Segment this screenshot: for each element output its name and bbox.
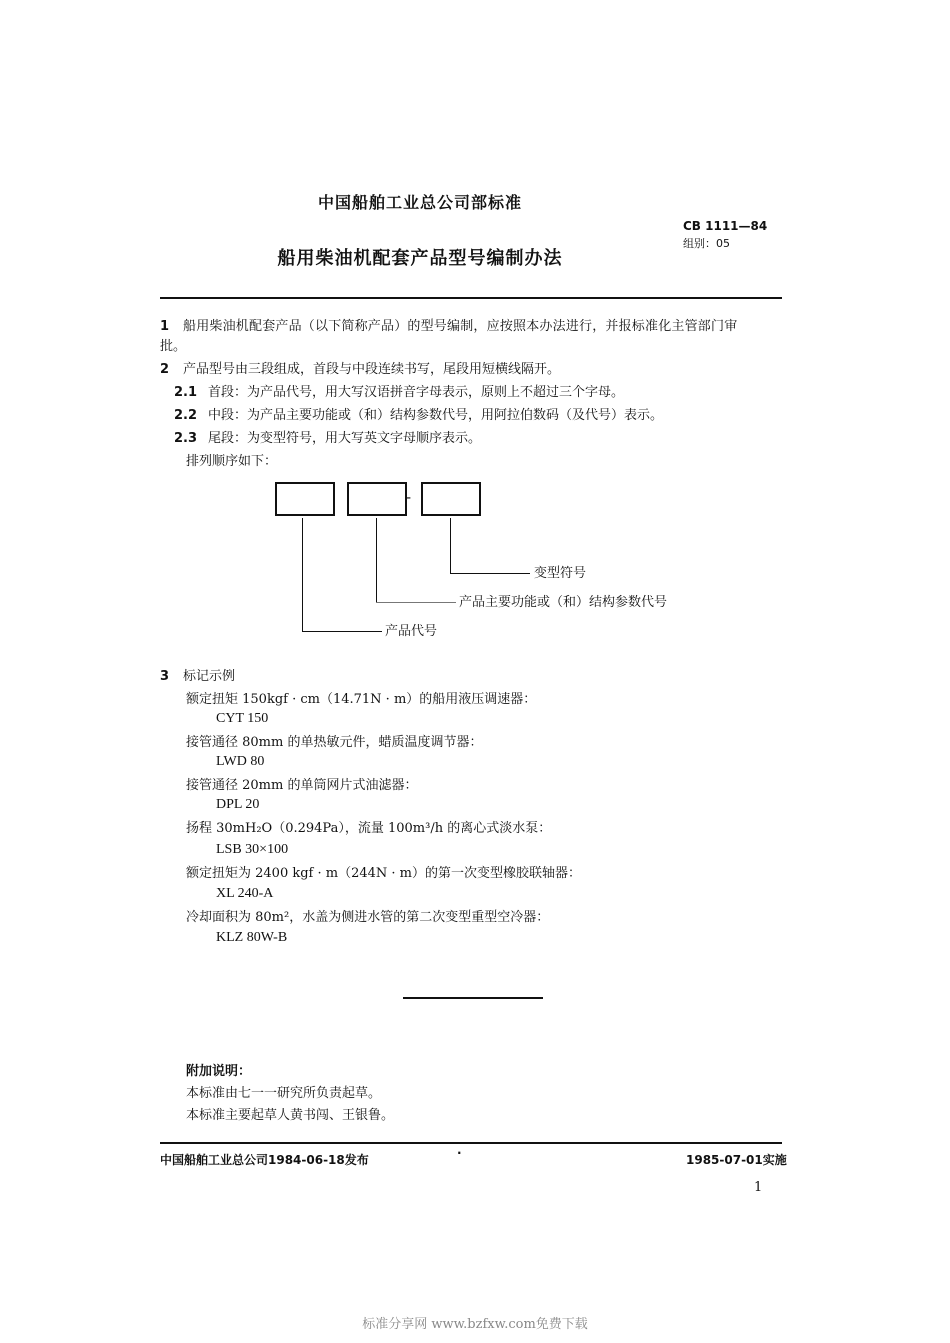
clause-2-2-text: 中段：为产品主要功能或（和）结构参数代号，用阿拉伯数码（及代号）表示。 <box>208 408 664 423</box>
issuing-organization: 中国船舶工业总公司部标准 <box>317 193 522 212</box>
clause-3-number: 3 <box>160 669 170 684</box>
example-3-description: 接管通径 20mm 的单筒网片式油滤器： <box>186 778 418 793</box>
leader-variant-vertical <box>450 518 451 573</box>
diagram-label-product: 产品代号 <box>385 624 438 639</box>
clause-2-2-number: 2.2 <box>174 408 198 423</box>
segment-box-first <box>275 482 335 516</box>
example-5-description: 额定扭矩为 2400 kgf · m（244N · m）的第一次变型橡胶联轴器： <box>186 866 581 881</box>
end-of-text-rule <box>403 997 543 999</box>
leader-function-vertical <box>376 518 377 602</box>
example-1-description: 额定扭矩 150kgf · cm（14.71N · m）的船用液压调速器： <box>186 692 537 707</box>
example-6-code: KLZ 80W-B <box>216 930 288 945</box>
standard-code: CB 1111—84 <box>683 219 768 233</box>
clause-2-number: 2 <box>160 362 170 377</box>
example-5-code: XL 240-A <box>216 886 274 901</box>
example-2-description: 接管通径 80mm 的单热敏元件，蜡质温度调节器： <box>186 735 483 750</box>
footer-dot: · <box>457 1146 462 1160</box>
example-6-description: 冷却面积为 80m²，水盖为侧进水管的第二次变型重型空冷器： <box>186 910 550 925</box>
group-number: 组别：05 <box>683 237 730 250</box>
diagram-label-variant: 变型符号 <box>534 566 587 581</box>
issue-date: 中国船舶工业总公司1984-06-18发布 <box>160 1153 369 1167</box>
diagram-label-function: 产品主要功能或（和）结构参数代号 <box>459 595 668 610</box>
example-4-code: LSB 30×100 <box>216 842 289 857</box>
segment-separator-dash: - <box>406 488 412 506</box>
clause-2-1-text: 首段：为产品代号，用大写汉语拼音字母表示，原则上不超过三个字母。 <box>208 385 625 400</box>
watermark-text: 标准分享网 www.bzfxw.com免费下载 <box>362 1317 588 1332</box>
header-rule <box>160 297 782 299</box>
page-number: 1 <box>754 1180 763 1195</box>
example-2-code: LWD 80 <box>216 754 265 769</box>
example-4-description: 扬程 30mH₂O（0.294Pa），流量 100m³/h 的离心式淡水泵： <box>186 821 552 836</box>
leader-product-horizontal <box>302 631 382 632</box>
notes-line-1: 本标准由七一一研究所负责起草。 <box>186 1086 382 1101</box>
clause-1-text: 船用柴油机配套产品（以下简称产品）的型号编制，应按照本办法进行，并报标准化主管部门审 <box>183 319 738 334</box>
segment-box-middle <box>347 482 407 516</box>
leader-product-vertical <box>302 518 303 631</box>
notes-line-2: 本标准主要起草人黄书闯、王银鲁。 <box>186 1108 395 1123</box>
leader-function-horizontal <box>376 602 456 603</box>
clause-2-text: 产品型号由三段组成，首段与中段连续书写，尾段用短横线隔开。 <box>183 362 561 377</box>
segment-box-last <box>421 482 481 516</box>
clause-2-1-number: 2.1 <box>174 385 198 400</box>
clause-2-3-text: 尾段：为变型符号，用大写英文字母顺序表示。 <box>208 431 482 446</box>
clause-1-continuation: 批。 <box>160 339 187 354</box>
notes-heading: 附加说明： <box>186 1064 252 1079</box>
document-title: 船用柴油机配套产品型号编制办法 <box>277 248 563 269</box>
example-1-code: CYT 150 <box>216 711 269 726</box>
order-label: 排列顺序如下： <box>186 454 278 469</box>
clause-2-3-number: 2.3 <box>174 431 198 446</box>
leader-variant-horizontal <box>450 573 530 574</box>
clause-1-number: 1 <box>160 319 170 334</box>
footer-rule <box>160 1142 782 1144</box>
effective-date: 1985-07-01实施 <box>686 1153 787 1167</box>
example-3-code: DPL 20 <box>216 797 260 812</box>
clause-3-heading: 标记示例 <box>183 669 236 684</box>
